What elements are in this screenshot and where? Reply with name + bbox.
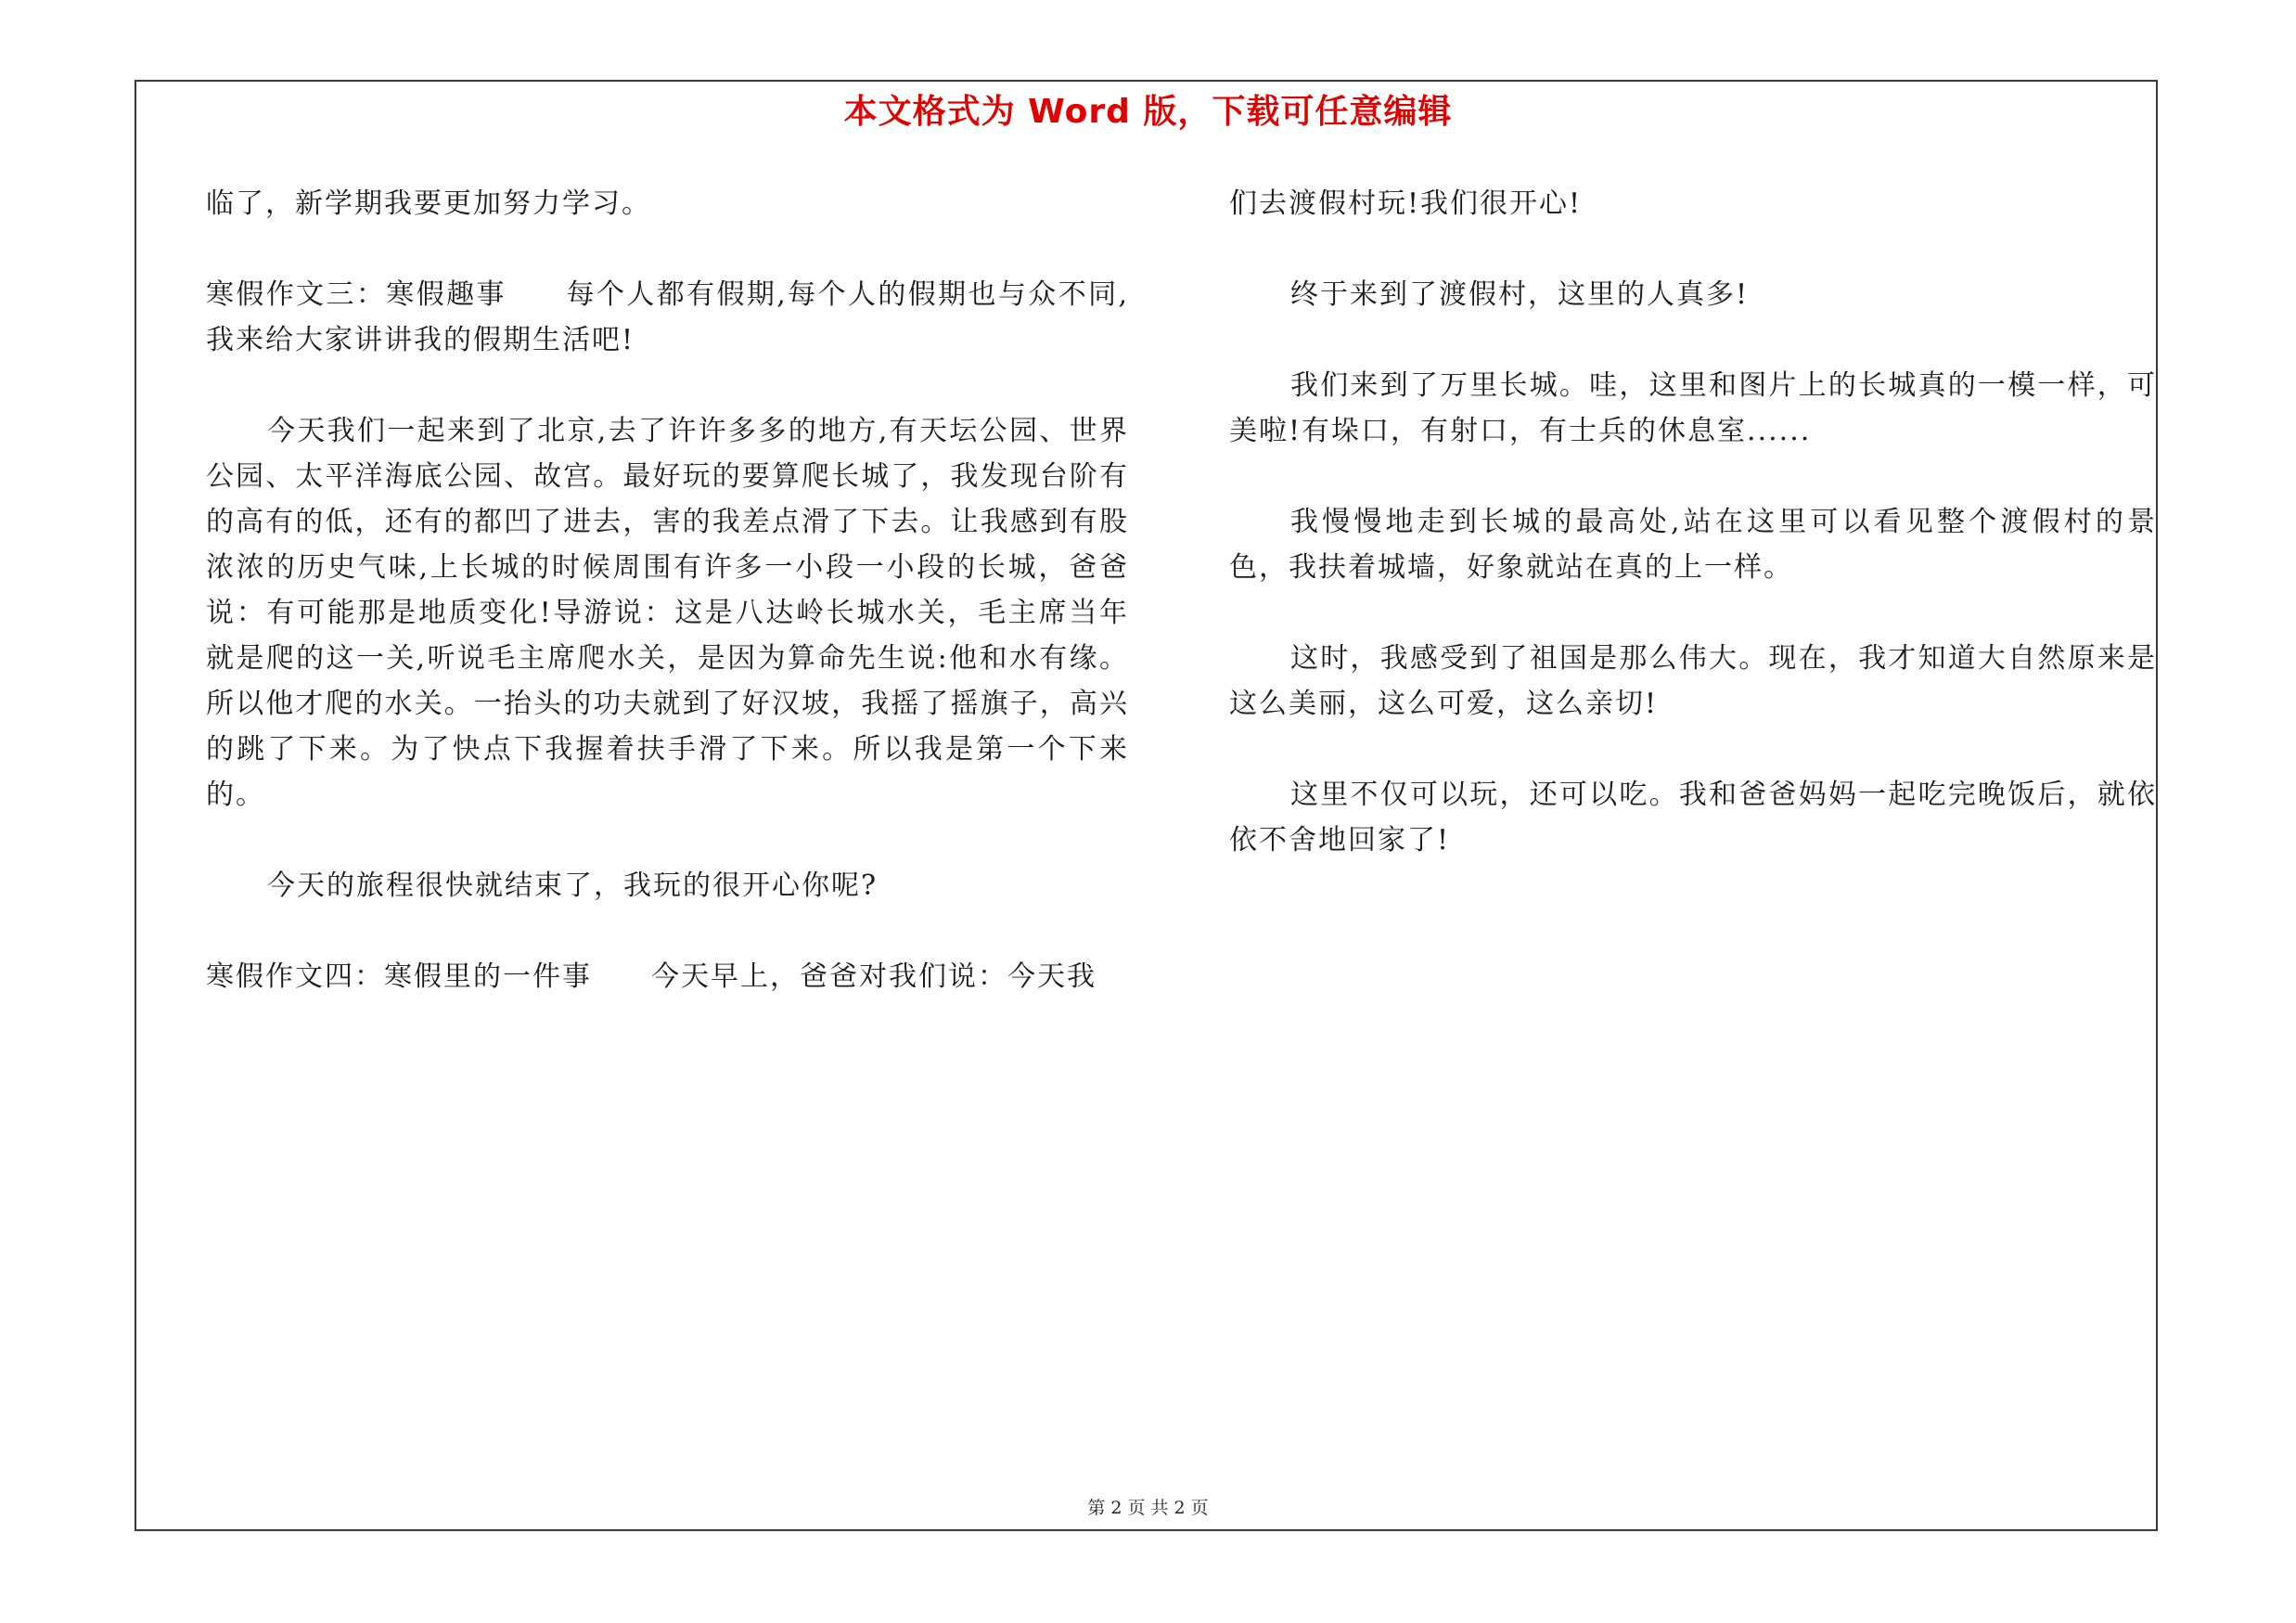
paragraph: 终于来到了渡假村，这里的人真多!: [1290, 278, 1750, 311]
paragraph: 寒假作文四：寒假里的一件事 今天早上，爸爸对我们说：今天我: [206, 960, 1097, 993]
document-header-title: 本文格式为 Word 版，下载可任意编辑: [843, 93, 1453, 131]
paragraph: 寒假作文三：寒假趣事 每个人都有假期,每个人的假期也与众不同,我来给大家讲讲我的假期生活吧!: [206, 278, 1129, 356]
paragraph: 今天我们一起来到了北京,去了许许多多的地方,有天坛公园、世界公园、太平洋海底公园、故宫。最好玩的要算爬长城了，我发现台阶有的高有的低，还有的都凹了进去，害的我差点滑了下去。让我感到有股浓浓的历史气味,上长城的时候周围有许多一小段一小段的长城，爸爸说：有可能那是地质变化!导游说：这是八达岭长城水关，毛主席当年就是爬的这一关,听说毛主席爬水关，是因为算命先生说:他和水有缘。所以他才爬的水关。一抬头的功夫就到了好汉坡，我摇了摇旗子，高兴的跳了下来。为了快点下我握着扶手滑了下来。所以我是第一个下来的。: [206, 415, 1129, 811]
paragraph: 们去渡假村玩!我们很开心!: [1229, 187, 1583, 220]
paragraph: 临了，新学期我要更加努力学习。: [206, 187, 651, 220]
paragraph: 我们来到了万里长城。哇，这里和图片上的长城真的一模一样，可美啦!有垛口，有射口，有士兵的休息室......: [1229, 369, 2157, 447]
paragraph: 今天的旅程很快就结束了，我玩的很开心你呢?: [267, 869, 879, 902]
right-text-column: [1229, 181, 2157, 908]
page-number-footer: 第 2 页 共 2 页: [1087, 1498, 1209, 1518]
paragraph: 这时，我感受到了祖国是那么伟大。现在，我才知道大自然原来是这么美丽，这么可爱，这么亲切!: [1229, 642, 2157, 720]
left-text-column: [206, 181, 1129, 1045]
paragraph: 我慢慢地走到长城的最高处,站在这里可以看见整个渡假村的景色，我扶着城墙，好象就站在真的上一样。: [1229, 506, 2157, 584]
paragraph: 这里不仅可以玩，还可以吃。我和爸爸妈妈一起吃完晚饭后，就依依不舍地回家了!: [1229, 779, 2157, 857]
